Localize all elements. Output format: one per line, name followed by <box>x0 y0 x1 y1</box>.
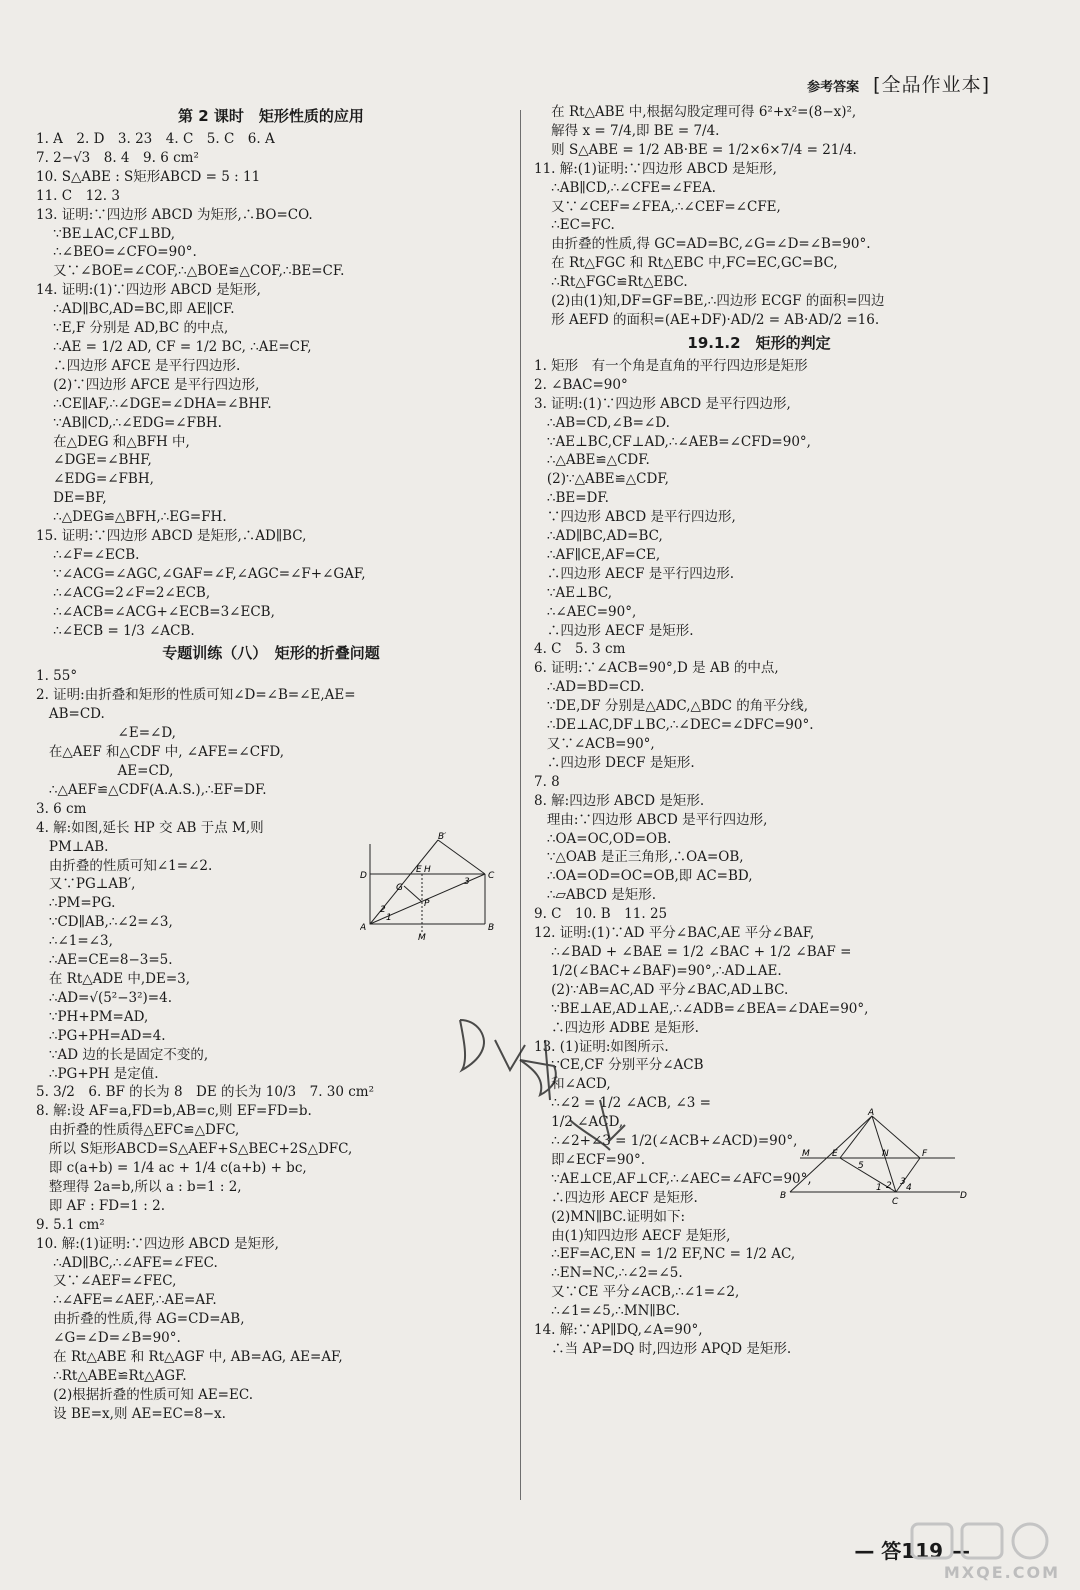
page-header <box>807 70 990 97</box>
label-B-prime: B′ <box>438 832 447 842</box>
answer-line: ∴∠2 = 1/2 ∠ACB, ∠3 = <box>534 1095 711 1112</box>
answer-line: 13. 证明:∵四边形 ABCD 为矩形,∴BO=CO. <box>36 206 313 223</box>
answer-line: ∴AB∥CD,∴∠CFE=∠FEA. <box>534 179 716 196</box>
answer-line: ∴AB=CD,∠B=∠D. <box>534 414 670 431</box>
section-title: 第 2 课时 矩形性质的应用 <box>178 107 364 125</box>
answer-line: ∴四边形 AECF 是平行四边形. <box>534 565 735 582</box>
answer-line: 形 AEFD 的面积=(AE+DF)·AD/2 = AB·AD/2 =16. <box>534 311 880 328</box>
answer-line: 1. 55° <box>36 668 78 685</box>
answer-line: 13. (1)证明:如图所示. <box>534 1038 669 1055</box>
brand-title: [全品作业本] <box>873 74 990 96</box>
answer-line: 又∵∠ACB=90°, <box>534 736 655 752</box>
answer-line: ∴BE=DF. <box>534 490 609 507</box>
segment-ae <box>840 1116 872 1158</box>
answer-line: 在 Rt△ADE 中,DE=3, <box>36 970 191 987</box>
label-E: E <box>832 1149 838 1159</box>
answer-line: 在△DEG 和△BFH 中, <box>36 433 190 450</box>
left-column <box>36 103 506 1424</box>
answer-line: (2)∵△ABE≌△CDF, <box>534 471 669 488</box>
answer-line: ∴EC=FC. <box>534 217 615 234</box>
answer-line: ∴∠BAD + ∠BAE = 1/2 ∠BAC + 1/2 ∠BAF = <box>534 943 852 960</box>
label-D: D <box>360 871 367 881</box>
answer-line: ∵AD 边的长是固定不变的, <box>36 1046 209 1063</box>
answer-line: 则 S△ABE = 1/2 AB·BE = 1/2×6×7/4 = 21/4. <box>534 141 857 158</box>
answer-line: 6. 证明:∵∠ACB=90°,D 是 AB 的中点, <box>534 660 779 677</box>
label-angle-5: 5 <box>858 1161 864 1171</box>
label-angle-3: 3 <box>900 1177 906 1187</box>
segment-gp <box>404 886 422 902</box>
answer-line: ∴AD∥BC,∴∠AFE=∠FEC. <box>36 1254 218 1271</box>
answer-line: ∵∠ACG=∠AGC,∠GAF=∠F,∠AGC=∠F+∠GAF, <box>36 565 366 582</box>
answer-line: 由折叠的性质可知∠1=∠2. <box>36 857 213 874</box>
answer-line: ∠EDG=∠FBH, <box>36 471 154 488</box>
answer-line: 14. 解:∵AP∥DQ,∠A=90°, <box>534 1322 703 1339</box>
answer-line: ∴EN=NC,∴∠2=∠5. <box>534 1265 683 1282</box>
answer-line: ∴当 AP=DQ 时,四边形 APQD 是矩形. <box>534 1341 792 1357</box>
answer-line: 9. 5.1 cm² <box>36 1216 105 1233</box>
answer-line: ∴∠AEC=90°, <box>534 603 637 620</box>
answer-line: AE=CD, <box>36 763 174 779</box>
answer-line: 7. 8 <box>534 773 560 790</box>
answer-line: 解得 x = 7/4,即 BE = 7/4. <box>534 122 720 139</box>
label-D: D <box>960 1191 967 1201</box>
answer-line: 4. C 5. 3 cm <box>534 641 626 658</box>
label-B: B <box>780 1191 787 1201</box>
label-angle-2: 2 <box>886 1181 892 1191</box>
answer-line: 又∵∠AEF=∠FEC, <box>36 1273 177 1290</box>
answer-line: 又∵∠CEF=∠FEA,∴∠CEF=∠CFE, <box>534 198 781 215</box>
figure-folded-rectangle <box>360 832 500 942</box>
watermark-text: MXQE.COM <box>943 1563 1060 1582</box>
answer-line: 2. 证明:由折叠和矩形的性质可知∠D=∠B=∠E,AE= <box>36 687 356 704</box>
answer-line: ∴四边形 ADBE 是矩形. <box>534 1019 699 1036</box>
answer-line: ∴CE∥AF,∴∠DGE=∠DHA=∠BHF. <box>36 395 272 412</box>
answer-line: DE=BF, <box>36 490 107 507</box>
answer-line: ∵DE,DF 分别是△ADC,△BDC 的角平分线, <box>534 698 809 715</box>
answer-line: ∴Rt△FGC≌Rt△EBC. <box>534 274 688 291</box>
page-number: — 答119 — <box>854 1539 970 1563</box>
answer-line: 5. 3/2 6. BF 的长为 8 DE 的长为 10/3 7. 30 cm² <box>36 1084 375 1101</box>
answer-line: ∠DGE=∠BHF, <box>36 452 152 469</box>
answer-line: ∵BE⊥AC,CF⊥BD, <box>36 225 176 242</box>
answer-line: ∵AB∥CD,∴∠EDG=∠FBH. <box>36 414 222 431</box>
answer-line: ∴∠BEO=∠CFO=90°. <box>36 244 197 261</box>
figure-angle-bisectors <box>780 1108 970 1208</box>
answer-line: ∵四边形 ABCD 是平行四边形, <box>534 509 736 526</box>
label-angle-1: 1 <box>876 1183 882 1193</box>
answer-line: (2)∵AB=AC,AD 平分∠BAC,AD⊥BC. <box>534 981 789 998</box>
answer-line: 又∵CE 平分∠ACB,∴∠1=∠2, <box>534 1284 740 1301</box>
label-P: P <box>424 899 430 909</box>
answer-line: ∴▱ABCD 是矩形. <box>534 887 657 904</box>
answer-line: 7. 2−√3 8. 4 9. 6 cm² <box>36 149 199 166</box>
answer-line: 3. 6 cm <box>36 800 87 817</box>
answer-line: 由折叠的性质,得 GC=AD=BC,∠G=∠D=∠B=90°. <box>534 236 871 253</box>
label-angle-3: 3 <box>464 877 470 887</box>
answer-line: ∴四边形 AFCE 是平行四边形. <box>36 357 241 374</box>
answer-line: 4. 解:如图,延长 HP 交 AB 于点 M,则 <box>36 819 264 836</box>
answer-line: 15. 证明:∵四边形 ABCD 是矩形,∴AD∥BC, <box>36 528 307 545</box>
answer-line: (2)由(1)知,DF=GF=BE,∴四边形 ECGF 的面积=四边 <box>534 293 885 310</box>
answer-line: (2)根据折叠的性质可知 AE=EC. <box>36 1386 253 1403</box>
handwritten-scribble <box>450 1000 650 1160</box>
answer-line: ∴AD=BD=CD. <box>534 679 645 696</box>
label-C: C <box>488 871 495 881</box>
fold-b-prime-c <box>438 840 485 874</box>
answer-line: 即 c(a+b) = 1/4 ac + 1/4 c(a+b) + bc, <box>36 1160 307 1177</box>
answer-line: ∴PG+PH=AD=4. <box>36 1027 166 1044</box>
answer-line: 10. 解:(1)证明:∵四边形 ABCD 是矩形, <box>36 1235 279 1252</box>
label-angle-2: 2 <box>380 905 386 915</box>
answer-line: ∴OA=OD=OC=OB,即 AC=BD, <box>534 868 753 885</box>
answer-line: 理由:∵四边形 ABCD 是平行四边形, <box>534 811 768 828</box>
label-E: E <box>416 865 422 875</box>
answer-line: ∴四边形 DECF 是矩形. <box>534 754 695 771</box>
answer-line: 在 Rt△FGC 和 Rt△EBC 中,FC=EC,GC=BC, <box>534 255 838 272</box>
answer-line: ∴∠1=∠3, <box>36 933 113 950</box>
section-title: 19.1.2 矩形的判定 <box>687 333 831 352</box>
answer-line: 设 BE=x,则 AE=EC=8−x. <box>36 1405 226 1422</box>
answer-line: 1. 矩形 有一个角是直角的平行四边形是矩形 <box>534 357 808 374</box>
answer-line: ∵AE⊥CE,AF⊥CF,∴∠AEC=∠AFC=90°, <box>534 1170 812 1187</box>
answer-line: 所以 S矩形ABCD=S△AEF+S△BEC+2S△DFC, <box>36 1141 353 1158</box>
answer-line: ∴△AEF≌△CDF(A.A.S.),∴EF=DF. <box>36 781 267 798</box>
label-M: M <box>418 933 426 942</box>
answer-line: 和∠ACD, <box>534 1076 611 1093</box>
answer-line: ∴∠AFE=∠AEF,∴AE=AF. <box>36 1292 217 1309</box>
answer-line: 在 Rt△ABE 中,根据勾股定理可得 6²+x²=(8−x)², <box>534 104 857 120</box>
label-C: C <box>892 1197 899 1207</box>
answer-line: ∴∠ACB=∠ACG+∠ECB=3∠ECB, <box>36 603 275 620</box>
column-divider <box>520 110 521 1500</box>
answer-line: ∴AE = 1/2 AD, CF = 1/2 BC, ∴AE=CF, <box>36 338 312 355</box>
answer-line: ∴PM=PG. <box>36 895 116 912</box>
answer-line: 1/2(∠BAC+∠BAF)=90°,∴AD⊥AE. <box>534 962 782 979</box>
answer-line: 整理得 2a=b,所以 a : b=1 : 2, <box>36 1178 242 1195</box>
answer-line: ∴∠F=∠ECB. <box>36 546 140 563</box>
label-A: A <box>868 1108 875 1118</box>
answer-line: ∴AD∥BC,AD=BC,即 AE∥CF. <box>36 301 235 318</box>
label-G: G <box>396 883 403 893</box>
answer-line: 14. 证明:(1)∵四边形 ABCD 是矩形, <box>36 282 261 299</box>
answer-line: ∴DE⊥AC,DF⊥BC,∴∠DEC=∠DFC=90°. <box>534 717 814 734</box>
answer-line: ∴∠2+∠3 = 1/2(∠ACB+∠ACD)=90°, <box>534 1133 798 1150</box>
label-F: F <box>922 1149 928 1159</box>
answer-line: AB=CD. <box>36 706 105 723</box>
label-angle-1: 1 <box>386 913 392 923</box>
answer-line: 8. 解:设 AF=a,FD=b,AB=c,则 EF=FD=b. <box>36 1103 312 1120</box>
answer-line: PM⊥AB. <box>36 838 109 855</box>
answer-line: ∠E=∠D, <box>36 725 176 742</box>
answer-line: ∴∠1=∠5,∴MN∥BC. <box>534 1303 680 1320</box>
answer-line: ∵AE⊥BC,CF⊥AD,∴∠AEB=∠CFD=90°, <box>534 433 811 450</box>
watermark-logo-icon <box>908 1520 1058 1562</box>
label-H: H <box>424 865 431 875</box>
answer-line: 由折叠的性质得△EFC≌△DFC, <box>36 1122 240 1139</box>
answer-line: ∴四边形 AECF 是矩形. <box>534 622 694 639</box>
answer-line: ∴∠ECB = 1/3 ∠ACB. <box>36 622 195 639</box>
segment-af <box>872 1116 920 1158</box>
answer-line: ∴△ABE≌△CDF. <box>534 452 650 469</box>
answer-line: (2)∵四边形 AFCE 是平行四边形, <box>36 376 260 393</box>
answer-line: ∴OA=OC,OD=OB. <box>534 830 672 847</box>
answer-line: 即 AF : FD=1 : 2. <box>36 1197 166 1214</box>
answer-line: ∠G=∠D=∠B=90°. <box>36 1330 181 1347</box>
answer-line: ∵E,F 分别是 AD,BC 的中点, <box>36 320 229 337</box>
answer-line: ∴AD∥BC,AD=BC, <box>534 528 663 545</box>
answer-line: ∴EF=AC,EN = 1/2 EF,NC = 1/2 AC, <box>534 1246 796 1263</box>
answer-line: 又∵PG⊥AB′, <box>36 876 136 893</box>
answer-line: ∴AD=√(5²−3²)=4. <box>36 989 172 1006</box>
answer-line: ∴四边形 AECF 是矩形. <box>534 1189 698 1206</box>
answer-line: 12. 证明:(1)∵AD 平分∠BAC,AE 平分∠BAF, <box>534 925 815 942</box>
answer-line: ∴Rt△ABE≌Rt△AGF. <box>36 1368 187 1384</box>
answer-line: ∴△DEG≌△BFH,∴EG=FH. <box>36 509 227 526</box>
answer-line: 即∠ECF=90°. <box>534 1151 646 1168</box>
answer-line: ∴AE=CE=8−3=5. <box>36 952 173 969</box>
reference-answer-label: 参考答案 <box>807 80 860 95</box>
answer-line: ∴AF∥CE,AF=CE, <box>534 546 661 563</box>
answer-line: 11. C 12. 3 <box>36 187 120 204</box>
label-B: B <box>488 923 495 933</box>
label-A: A <box>360 923 367 933</box>
answer-line: 8. 解:四边形 ABCD 是矩形. <box>534 792 705 809</box>
answer-line: ∵BE⊥AE,AD⊥AE,∴∠ADB=∠BEA=∠DAE=90°, <box>534 1000 869 1017</box>
answer-line: 1. A 2. D 3. 23 4. C 5. C 6. A <box>36 131 275 147</box>
answer-line: ∵PH+PM=AD, <box>36 1008 149 1025</box>
answer-line: ∵△OAB 是正三角形,∴OA=OB, <box>534 849 744 866</box>
answer-line: 在△AEF 和△CDF 中, ∠AFE=∠CFD, <box>36 744 285 761</box>
label-M: M <box>802 1149 810 1159</box>
answer-line: ∴PG+PH 是定值. <box>36 1065 159 1082</box>
answer-line: 由折叠的性质,得 AG=CD=AB, <box>36 1311 245 1328</box>
answer-line: 在 Rt△ABE 和 Rt△AGF 中, AB=AG, AE=AF, <box>36 1349 343 1366</box>
answer-line: 又∵∠BOE=∠COF,∴△BOE≌△COF,∴BE=CF. <box>36 263 345 280</box>
answer-line: 11. 解:(1)证明:∵四边形 ABCD 是矩形, <box>534 160 777 177</box>
answer-line: 1/2 ∠ACD, <box>534 1114 624 1131</box>
answer-line: ∵CD∥AB,∴∠2=∠3, <box>36 914 173 931</box>
answer-line: ∵AE⊥BC, <box>534 584 613 601</box>
answer-line: 2. ∠BAC=90° <box>534 376 628 393</box>
answer-line: (2)MN∥BC.证明如下: <box>534 1208 686 1225</box>
answer-line: 10. S△ABE : S矩形ABCD = 5 : 11 <box>36 168 261 185</box>
section-title: 专题训练（八） 矩形的折叠问题 <box>162 644 380 663</box>
answer-line: ∵CE,CF 分别平分∠ACB <box>534 1057 704 1074</box>
label-N: N <box>882 1149 889 1159</box>
label-angle-4: 4 <box>906 1183 912 1193</box>
answer-line: 3. 证明:(1)∵四边形 ABCD 是平行四边形, <box>534 395 791 412</box>
answer-line: ∴∠ACG=2∠F=2∠ECB, <box>36 584 211 601</box>
answer-line: 由(1)知四边形 AECF 是矩形, <box>534 1227 731 1244</box>
answer-line: 9. C 10. B 11. 25 <box>534 906 668 923</box>
